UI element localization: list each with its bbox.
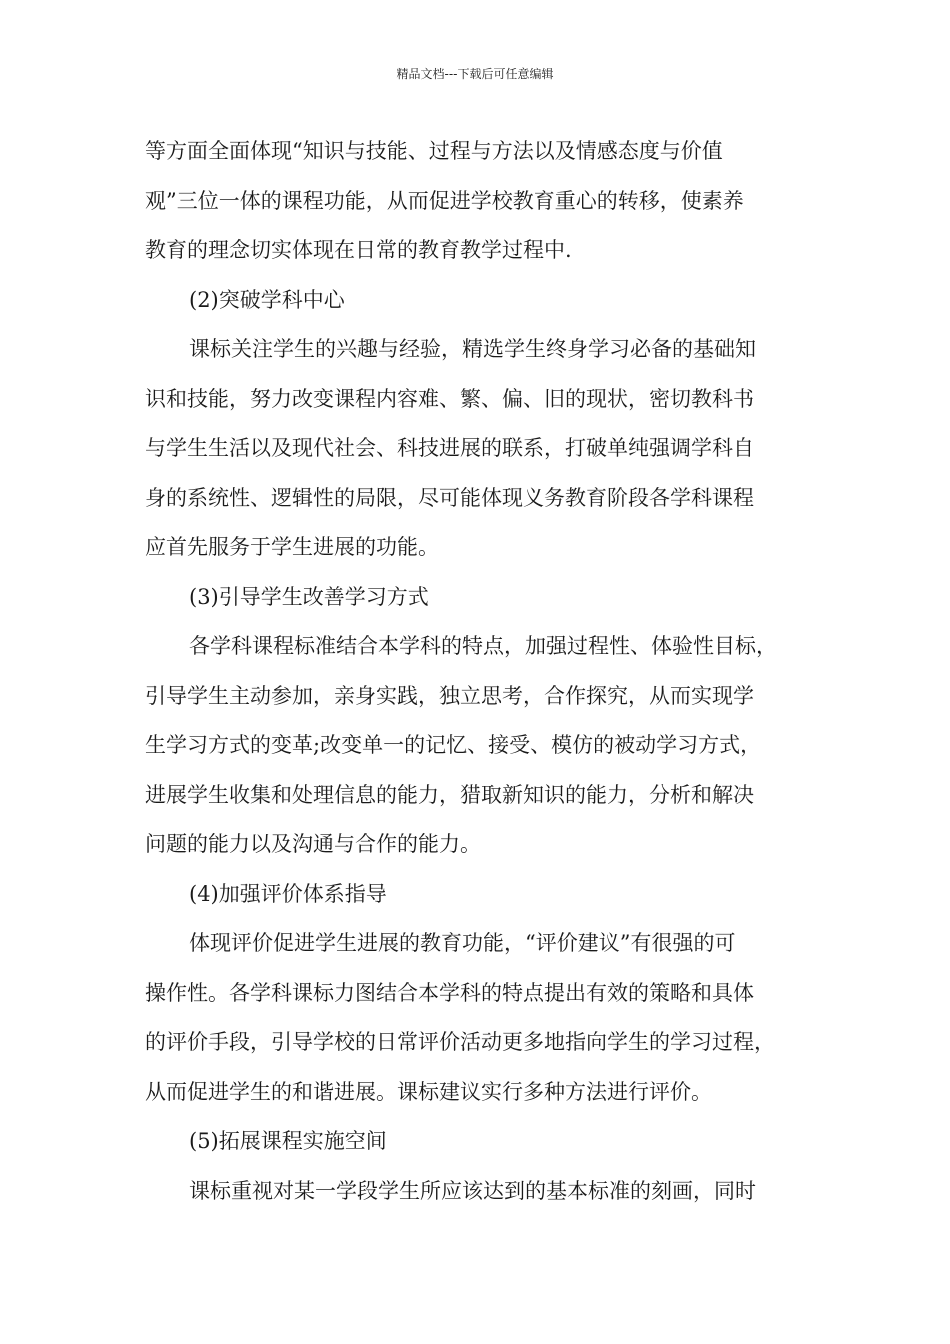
text-line: 体现评价促进学生进展的教育功能，“评价建议”有很强的可 <box>189 931 736 955</box>
section-heading: (3)引导学生改善学习方式 <box>189 584 429 609</box>
text-line: 观”三位一体的课程功能，从而促进学校教育重心的转移，使素养 <box>145 188 744 213</box>
text-line: 识和技能，努力改变课程内容难、繁、偏、旧的现状，密切教科书 <box>145 386 754 411</box>
text-line: 与学生生活以及现代社会、科技进展的联系，打破单纯强调学科自 <box>145 436 754 460</box>
text-line: 操作性。各学科课标力图结合本学科的特点提出有效的策略和具体 <box>145 980 754 1005</box>
text-line: 课标关注学生的兴趣与经验，精选学生终身学习必备的基础知 <box>189 337 756 361</box>
section-heading: (5)拓展课程实施空间 <box>189 1129 387 1153</box>
document-body <box>145 127 815 1216</box>
text-line: 各学科课程标准结合本学科的特点，加强过程性、体验性目标， <box>189 634 777 658</box>
text-line: 生学习方式的变革;改变单一的记忆、接受、模仿的被动学习方式， <box>145 733 762 757</box>
text-line: 问题的能力以及沟通与合作的能力。 <box>145 832 481 856</box>
text-line: 的评价手段，引导学校的日常评价活动更多地指向学生的学习过程， <box>145 1030 775 1054</box>
text-line: 课标重视对某一学段学生所应该达到的基本标准的刻画，同时 <box>189 1178 756 1203</box>
text-line: 应首先服务于学生进展的功能。 <box>145 535 439 559</box>
section-heading: (2)突破学科中心 <box>189 287 345 312</box>
page-header: 精品文档---下载后可任意编辑 <box>396 67 554 81</box>
text-line: 从而促进学生的和谐进展。课标建议实行多种方法进行评价。 <box>145 1079 712 1104</box>
text-line: 教育的理念切实体现在日常的教育教学过程中. <box>145 238 572 262</box>
text-line: 进展学生收集和处理信息的能力，猎取新知识的能力，分析和解决 <box>145 782 754 807</box>
text-line: 等方面全面体现“知识与技能、过程与方法以及情感态度与价值 <box>145 139 723 163</box>
text-line: 身的系统性、逻辑性的局限，尽可能体现义务教育阶段各学科课程 <box>145 485 754 510</box>
text-line: 引导学生主动参加，亲身实践，独立思考，合作探究，从而实现学 <box>145 683 754 708</box>
section-heading: (4)加强评价体系指导 <box>189 881 387 906</box>
